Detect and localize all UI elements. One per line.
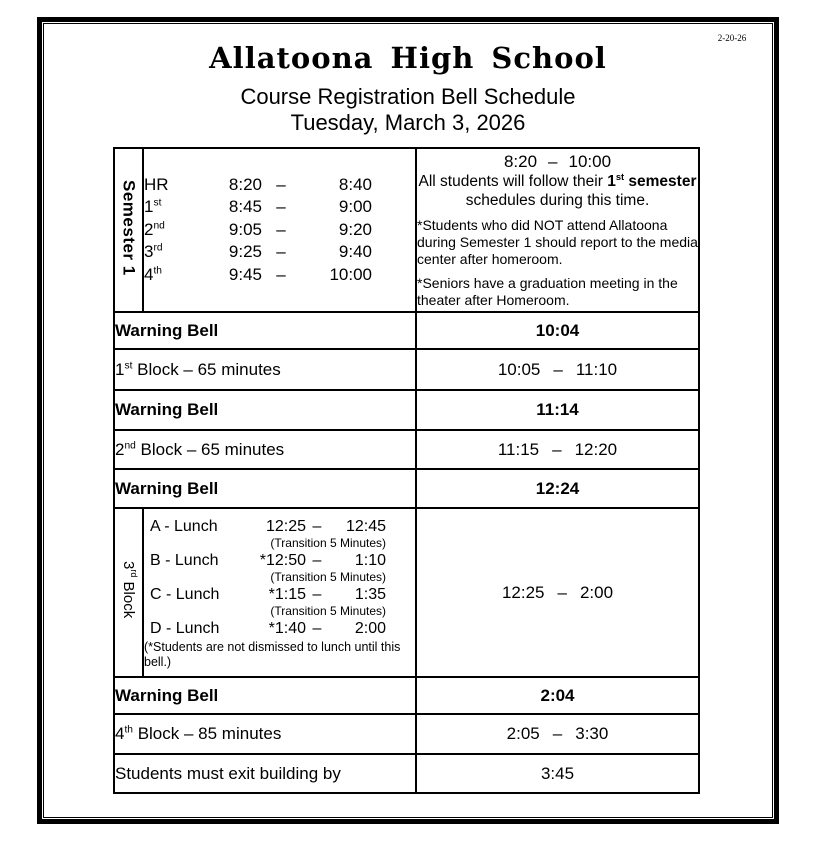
period-row [144, 219, 415, 242]
period-start-time: 9:45 [228, 264, 262, 284]
lunch-dash: – [312, 551, 322, 569]
block2-label: 2nd Block – 65 minutes [114, 430, 416, 469]
lunch-end-time: 2:00 [354, 619, 386, 637]
transition-note: (Transition 5 Minutes) [270, 535, 386, 550]
warning-bell-time: 2:04 [416, 677, 699, 714]
revision-date: 2-20-26 [717, 33, 747, 43]
lunch-label: D - Lunch [150, 619, 220, 637]
period-row [144, 174, 415, 197]
lunch-dismissal-note: (*Students are not dismissed to lunch until this bell.) [144, 639, 401, 669]
period-label: 1st [144, 197, 162, 217]
lunch-row [150, 516, 415, 537]
period-dash: – [276, 264, 286, 284]
warning-bell-label: Warning Bell [114, 677, 416, 714]
period-dash: – [276, 174, 286, 194]
exit-label: Students must exit building by [114, 754, 416, 793]
lunch-end-time: 12:45 [345, 517, 386, 535]
block2-row [114, 430, 699, 469]
warning-bell-time: 11:14 [416, 390, 699, 430]
semester1-label-cell [114, 148, 143, 312]
warning-bell-row [114, 677, 699, 714]
block3-vertical-label: 3rd Block [120, 561, 139, 619]
lunch-end-time: 1:10 [354, 551, 386, 569]
period-start-time: 9:05 [228, 219, 262, 239]
warning-bell-label: Warning Bell [114, 390, 416, 430]
period-end-time: 8:40 [338, 174, 372, 194]
transition-note: (Transition 5 Minutes) [270, 569, 386, 584]
block2-time-range: 11:15 – 12:20 [416, 430, 699, 469]
period-start-time: 9:25 [228, 242, 262, 262]
period-label: 3rd [144, 242, 163, 262]
schedule-date: Tuesday, March 3, 2026 [290, 110, 526, 135]
block1-label: 1st Block – 65 minutes [114, 349, 416, 390]
school-name: Allatoona High School [209, 41, 607, 75]
exit-row [114, 754, 699, 793]
period-dash: – [276, 219, 286, 239]
lunch-start-time: *1:40 [268, 619, 306, 637]
notes-time-range: 8:20 – 10:00 [503, 152, 612, 171]
block1-row [114, 349, 699, 390]
lunch-label: A - Lunch [150, 517, 218, 535]
lunch-row [150, 618, 415, 639]
bell-schedule-table [113, 147, 700, 794]
semester1-vertical-label: Semester 1 [119, 179, 139, 276]
lunch-dash: – [312, 585, 322, 603]
lunch-schedule-cell [143, 508, 416, 677]
warning-bell-label: Warning Bell [114, 312, 416, 349]
period-label: 2nd [144, 219, 165, 239]
block4-row [114, 714, 699, 754]
notes-footnote-2: *Seniors have a graduation meeting in the theater after Homeroom. [417, 275, 678, 308]
lunch-label: C - Lunch [150, 585, 220, 603]
transition-note: (Transition 5 Minutes) [270, 603, 386, 618]
period-dash: – [276, 242, 286, 262]
period-start-time: 8:45 [228, 197, 262, 217]
block4-label: 4th Block – 85 minutes [114, 714, 416, 754]
lunch-start-time: *12:50 [259, 551, 306, 569]
period-row [144, 241, 415, 264]
period-row [144, 196, 415, 219]
lunch-start-time: *1:15 [268, 585, 306, 603]
block4-time-range: 2:05 – 3:30 [416, 714, 699, 754]
warning-bell-row [114, 312, 699, 349]
period-start-time: 8:20 [228, 174, 262, 194]
semester1-periods-cell [143, 148, 416, 312]
lunch-label: B - Lunch [150, 551, 219, 569]
period-label: HR [144, 174, 169, 194]
lunch-row [150, 584, 415, 605]
period-end-time: 9:40 [338, 242, 372, 262]
exit-time: 3:45 [416, 754, 699, 793]
block3-row [114, 508, 699, 677]
semester1-notes [416, 148, 699, 312]
lunch-start-time: 12:25 [265, 517, 306, 535]
schedule-title: Course Registration Bell Schedule [240, 84, 576, 109]
lunch-dash: – [312, 517, 322, 535]
lunch-dash: – [312, 619, 322, 637]
block3-label-cell [114, 508, 143, 677]
period-dash: – [276, 197, 286, 217]
lunch-row [150, 550, 415, 571]
warning-bell-time: 12:24 [416, 469, 699, 508]
warning-bell-label: Warning Bell [114, 469, 416, 508]
notes-instruction: All students will follow their 1st semester schedules during this time. [418, 171, 697, 209]
semester1-row [114, 148, 699, 312]
block1-time-range: 10:05 – 11:10 [416, 349, 699, 390]
warning-bell-row [114, 469, 699, 508]
period-label: 4th [144, 264, 162, 284]
period-end-time: 10:00 [329, 264, 372, 284]
warning-bell-time: 10:04 [416, 312, 699, 349]
lunch-end-time: 1:35 [354, 585, 386, 603]
warning-bell-row [114, 390, 699, 430]
notes-footnote-1: *Students who did NOT attend Allatoona during Semester 1 should report to the media center after homeroom. [417, 217, 698, 267]
period-end-time: 9:20 [338, 219, 372, 239]
block3-time-range: 12:25 – 2:00 [416, 508, 699, 677]
period-row [144, 264, 415, 287]
period-end-time: 9:00 [338, 197, 372, 217]
